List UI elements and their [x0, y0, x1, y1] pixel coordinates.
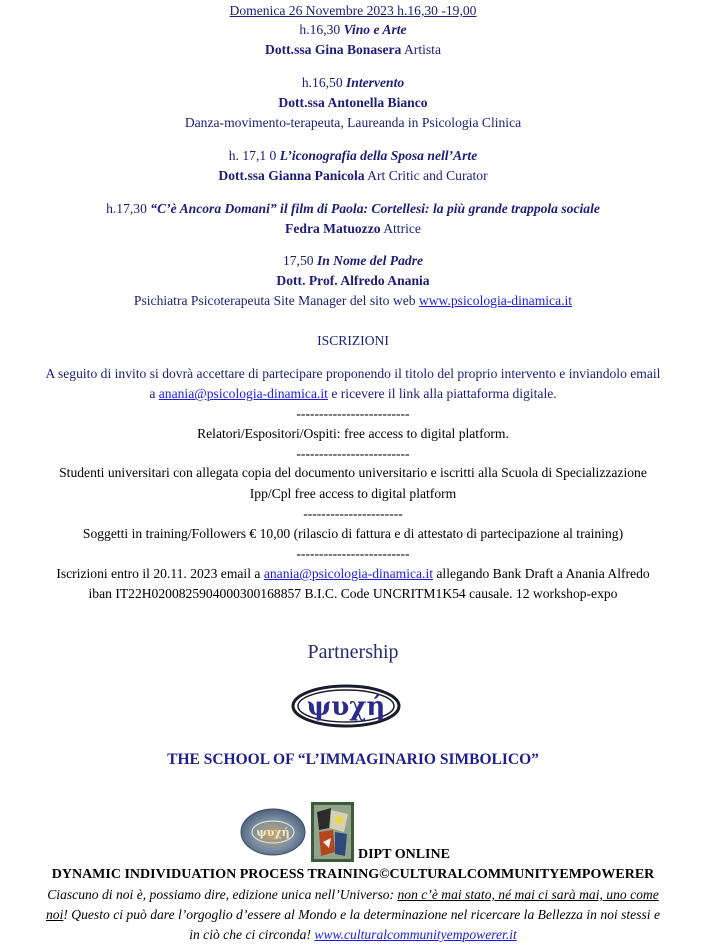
psyche-logo-svg [290, 682, 402, 730]
program-item-2-time: h.16,50 Intervento [301, 75, 405, 90]
program-item-5-role: Psichiatra Psicoterapeuta Site Manager del sito web www.psicologia-dinamica.it [133, 293, 573, 308]
program-item-5-speaker: Dott. Prof. Alfredo Anania [276, 273, 430, 288]
separator-2: ------------------------- [296, 446, 410, 461]
program-item-1-speaker: Dott.ssa Gina Bonasera Artista [265, 42, 441, 57]
dynamic-training-title: DYNAMIC INDIVIDUATION PROCESS TRAINING©CULTURALCOMMUNITYEMPOWERER [51, 867, 655, 882]
email-link[interactable]: anania@psicologia-dinamica.it [158, 386, 328, 401]
program-item-4-time: h.17,30 “C’è Ancora Domani” il film di Paola: Cortellesi: la più grande trappola sociale [106, 201, 600, 216]
quote-line-2: noi! Questo ci può dare l’orgoglio d’essere al Mondo e la determinazione nel ricercare la Bellezza in noi stessi e [45, 907, 660, 922]
partnership-heading: Partnership [307, 641, 399, 663]
immaginario-logo [240, 808, 306, 856]
dipt-online: DIPT ONLINE [358, 847, 450, 862]
program-item-5-time: 17,50 In Nome del Padre [282, 253, 424, 268]
invite-line-1: A seguito di invito si dovrà accettare di partecipare proponendo il titolo del proprio intervento e inviandolo email [45, 366, 661, 381]
program-item-3-speaker: Dott.ssa Gianna Panicola Art Critic and Curator [218, 168, 488, 183]
program-item-2-role: Danza-movimento-terapeuta, Laureanda in Psicologia Clinica [184, 115, 522, 130]
program-item-2-speaker: Dott.ssa Antonella Bianco [278, 95, 428, 110]
separator-4: ------------------------- [296, 546, 410, 561]
immaginario-logo-text: ψυχή [256, 826, 290, 839]
quote-line-1: Ciascuno di noi è, possiamo dire, edizione unica nell’Universo: non c’è mai stato, né mai ci sarà mai, uno come [47, 887, 659, 902]
program-item-3-time: h. 17,1 0 L’iconografia della Sposa nell’Arte [228, 148, 478, 163]
program-item-4-speaker: Fedra Matuozzo Attrice [285, 221, 421, 236]
psyche-logo [290, 682, 402, 730]
iscrizioni-heading: ISCRIZIONI [317, 333, 389, 348]
relatori-line: Relatori/Espositori/Ospiti: free access to digital platform. [197, 426, 509, 441]
culturalcommunity-link[interactable]: www.culturalcommunityempowerer.it [314, 927, 517, 942]
psyche-logo-text: ψυχή [306, 692, 386, 722]
quote-line-3: in ciò che ci circonda! www.culturalcommunityempowerer.it [189, 927, 517, 942]
invite-line-2: a anania@psicologia-dinamica.it e ricevere il link alla piattaforma digitale. [149, 386, 557, 401]
separator-1: ------------------------- [296, 406, 410, 421]
entro-line: Iscrizioni entro il 20.11. 2023 email a anania@psicologia-dinamica.it allegando Bank Draft a Anania Alfredo [56, 566, 650, 581]
immaginario-logo-svg [240, 808, 306, 856]
psicologia-dinamica-link[interactable]: www.psicologia-dinamica.it [418, 293, 573, 308]
separator-3: ---------------------- [303, 506, 403, 521]
soggetti-line: Soggetti in training/Followers € 10,00 (rilascio di fattura e di attestato di partecipazione al training) [82, 526, 624, 541]
iban-line: iban IT22H0200825904000300168857 B.I.C. Code UNCRITM1K54 causale. 12 workshop-expo [88, 586, 618, 601]
school-title: THE SCHOOL OF “L’IMMAGINARIO SIMBOLICO” [167, 751, 539, 768]
email-link-2[interactable]: anania@psicologia-dinamica.it [263, 566, 433, 581]
event-date: Domenica 26 Novembre 2023 h.16,30 -19,00 [229, 3, 477, 18]
studenti-line-1: Studenti universitari con allegata copia del documento universitario e iscritti alla Scuola di Specializzazione [59, 465, 647, 480]
painting-thumbnail-svg [311, 802, 354, 862]
studenti-line-2: Ipp/Cpl free access to digital platform [249, 486, 457, 501]
program-item-1-time: h.16,30 Vino e Arte [299, 22, 407, 37]
painting-thumbnail [311, 802, 354, 862]
